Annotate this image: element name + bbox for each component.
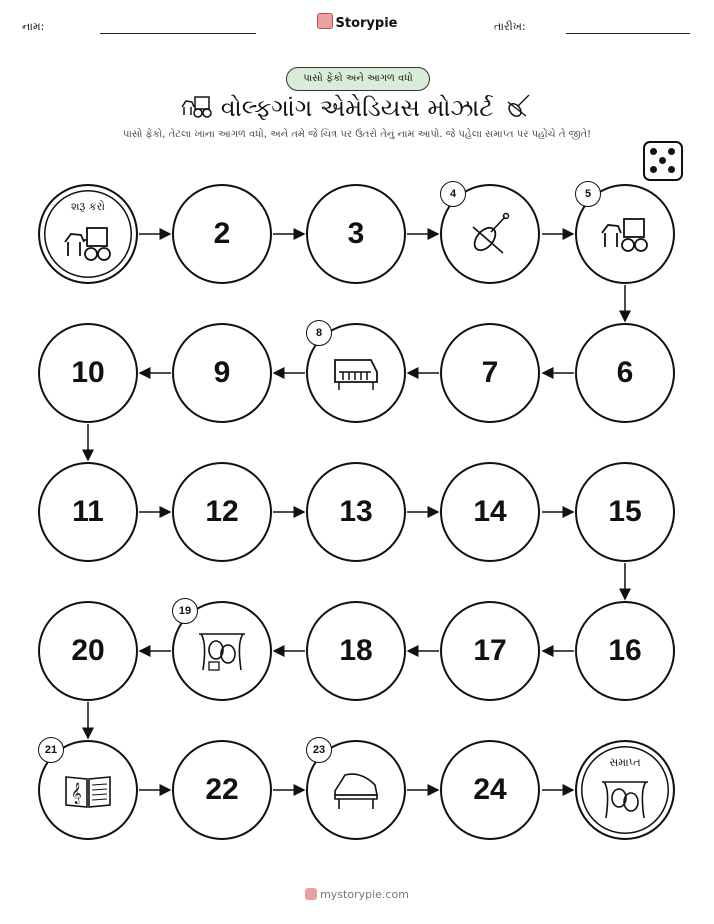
date-label: તારીખ:: [494, 20, 526, 33]
music-book-icon: [63, 769, 113, 811]
cell-10[interactable]: [38, 323, 138, 423]
cell-number: 9: [213, 356, 231, 389]
violin-icon: [465, 209, 515, 259]
cell-20[interactable]: [38, 601, 138, 701]
cell-21[interactable]: [38, 740, 138, 840]
cell-18[interactable]: [306, 601, 406, 701]
cell-number-badge: 8: [306, 320, 332, 346]
cell-number: 16: [608, 634, 642, 667]
start-label: શરૂ કરો: [70, 200, 106, 213]
cell-3[interactable]: [306, 184, 406, 284]
finish-label: સમાપ્ત: [609, 756, 641, 769]
storypie-logo-icon: [305, 888, 317, 900]
cell-number-badge: 19: [172, 598, 198, 624]
cell-14[interactable]: [440, 462, 540, 562]
cell-8[interactable]: [306, 323, 406, 423]
cell-number: 20: [71, 634, 105, 667]
cell-number: 13: [339, 495, 373, 528]
cell-number: 22: [205, 773, 239, 806]
cell-number: 17: [473, 634, 507, 667]
cell-7[interactable]: [440, 323, 540, 423]
cell-19[interactable]: [172, 601, 272, 701]
instructions: પાસો ફેંકો, તેટલા ખાના આગળ વધો, અને તમે જે ચિત્ર પર ઉતરો તેનું નામ આપો. જે પહેલા સમાપ્ત પર પહોંચે તે જીતે!: [122, 129, 592, 140]
cell-4[interactable]: [440, 184, 540, 284]
cell-23[interactable]: [306, 740, 406, 840]
cell-number-badge: 4: [440, 181, 466, 207]
theater-masks-icon: [197, 630, 247, 672]
start-cell[interactable]: [38, 184, 138, 284]
brand-name: Storypie: [335, 16, 398, 31]
cell-16[interactable]: [575, 601, 675, 701]
cell-number-badge: 21: [38, 737, 64, 763]
footer: [0, 888, 714, 901]
cell-2[interactable]: [172, 184, 272, 284]
cell-9[interactable]: [172, 323, 272, 423]
footer-url[interactable]: mystorypie.com: [320, 888, 409, 901]
cell-13[interactable]: [306, 462, 406, 562]
cell-number: 14: [473, 495, 507, 528]
finish-cell[interactable]: [575, 740, 675, 840]
theater-masks-icon: [600, 778, 650, 820]
carriage-icon: [600, 213, 650, 255]
cell-number-badge: 5: [575, 181, 601, 207]
cell-number-badge: 23: [306, 737, 332, 763]
cell-number: 24: [473, 773, 507, 806]
cell-17[interactable]: [440, 601, 540, 701]
svg-text:𝄞: 𝄞: [71, 783, 82, 804]
cell-number: 3: [347, 217, 365, 250]
cell-11[interactable]: [38, 462, 138, 562]
cell-number: 7: [481, 356, 499, 389]
page-title: વોલ્ફગાંગ એમેડિયસ મોઝાર્ટ: [220, 94, 494, 122]
cell-number: 11: [72, 495, 104, 528]
cell-6[interactable]: [575, 323, 675, 423]
piano-icon: [331, 352, 381, 394]
cell-number: 12: [205, 495, 239, 528]
cell-number: 10: [71, 356, 105, 389]
cell-24[interactable]: [440, 740, 540, 840]
cell-22[interactable]: [172, 740, 272, 840]
cell-5[interactable]: [575, 184, 675, 284]
cell-number: 18: [339, 634, 373, 667]
carriage-icon: [63, 222, 113, 264]
grand-piano-icon: [331, 769, 381, 811]
cell-12[interactable]: [172, 462, 272, 562]
cell-number: 2: [213, 217, 231, 250]
game-tag: પાસો ફેંકો અને આગળ વધો: [286, 67, 430, 91]
cell-15[interactable]: [575, 462, 675, 562]
name-label: નામ:: [22, 20, 45, 33]
cell-number: 15: [608, 495, 642, 528]
cell-number: 6: [616, 356, 634, 389]
